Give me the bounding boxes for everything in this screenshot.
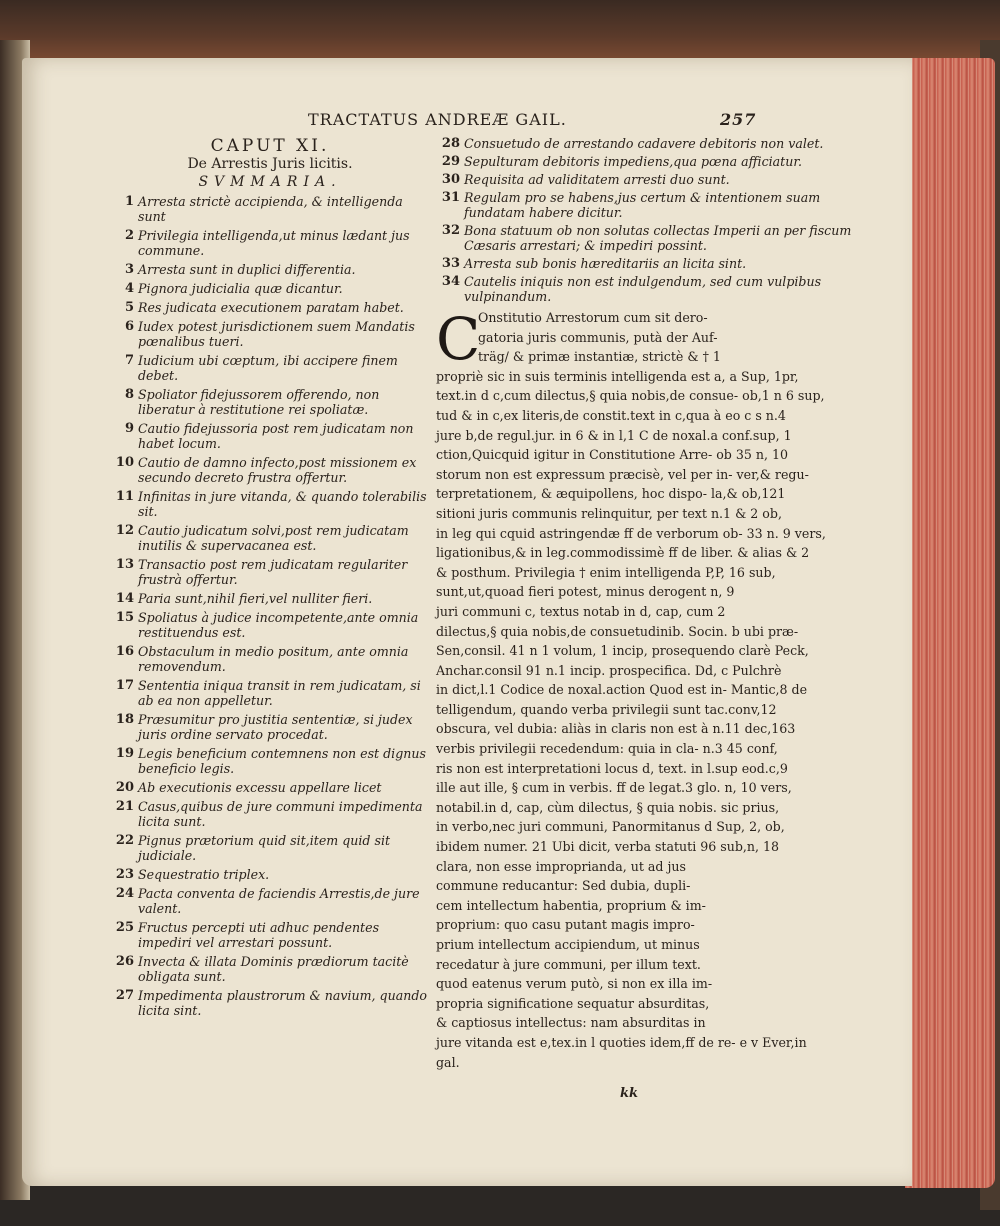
summaria-item-number: 16 — [115, 644, 134, 659]
body-line: text.in d c,cum dilectus,§ quia nobis,de consue- ob,1 n 6 sup, — [436, 388, 825, 404]
summaria-item-number: 11 — [115, 489, 134, 504]
summaria-item-number: 25 — [115, 920, 134, 935]
summaria-item-number: 32 — [441, 223, 460, 238]
summaria-item-text: Cautelis iniquis non est indulgendum, sed cum vulpibus vulpinandum. — [464, 274, 822, 304]
body-line: prium intellectum accipiendum, ut minus — [436, 937, 700, 952]
summaria-item — [110, 228, 430, 258]
summaria-item — [110, 610, 430, 640]
summaria-item-number: 31 — [441, 190, 460, 205]
body-line: & captiosus intellectus: nam absurditas in — [436, 1015, 706, 1031]
summaria-item-number: 2 — [124, 228, 134, 243]
body-line: gatoria juris communis, putà der Auf- — [478, 329, 718, 345]
summaria-item — [110, 421, 430, 451]
summaria-item-number: 33 — [441, 256, 460, 271]
body-line: cem intellectum habentia, proprium & im- — [436, 897, 706, 913]
summaria-item — [110, 867, 430, 882]
summaria-item — [110, 353, 430, 383]
summaria-item-number: 5 — [124, 300, 134, 315]
body-line: in dict,l.1 Codice de noxal.action Quod est in- Mantic,8 de — [436, 682, 808, 698]
summaria-item — [436, 136, 856, 151]
summaria-item-text: Sepulturam debitoris impediens,qua pœna afficiatur. — [464, 154, 802, 169]
summaria-item-number: 17 — [115, 678, 134, 693]
summaria-item-text: Præsumitur pro justitia sententiæ, si judex juris ordine servato procedat. — [138, 712, 413, 742]
summaria-item-number: 13 — [115, 557, 134, 572]
body-line: notabil.in d, cap, cùm dilectus, § quia nobis. sic prius, — [436, 799, 780, 815]
summaria-item-text: Paria sunt,nihil fieri,vel nulliter fieri. — [138, 591, 373, 606]
summaria-left-column — [110, 136, 430, 1022]
summaria-item-number: 28 — [441, 136, 460, 151]
summaria-item-number: 34 — [441, 274, 460, 289]
summaria-item-text: Cautio de damno infecto,post missionem ex secundo decreto frustra offertur. — [138, 455, 417, 485]
signature-mark: kk — [620, 1086, 639, 1101]
summaria-item-text: Spoliatus à judice incompetente,ante omnia restituendus est. — [138, 610, 419, 640]
summaria-item-text: Spoliator fidejussorem offerendo, non liberatur à restitutione rei spoliatæ. — [138, 387, 380, 417]
body-line: gal. — [436, 1054, 460, 1070]
body-line: propria significatione sequatur absurditas, — [436, 995, 710, 1011]
summaria-item — [110, 886, 430, 916]
body-line: quod eatenus verum putò, si non ex illa im- — [436, 976, 713, 992]
body-line: terpretationem, & æquipollens, hoc dispo- la,& ob,121 — [436, 486, 786, 502]
summaria-item-number: 22 — [115, 833, 134, 848]
summaria-item — [436, 223, 856, 253]
body-line: Anchar.consil 91 n.1 incip. prospecifica. Dd, c Pulchrè — [436, 662, 782, 678]
summaria-item-text: Pignora judicialia quæ dicantur. — [138, 281, 343, 296]
body-line: in leg qui cquid astringendæ ff de verborum ob- 33 n. 9 vers, — [436, 525, 826, 541]
summaria-item-number: 9 — [124, 421, 134, 436]
summaria-item-text: Invecta & illata Dominis prædiorum tacitè obligata sunt. — [138, 954, 409, 984]
summaria-item-number: 14 — [115, 591, 134, 606]
summaria-item — [110, 194, 430, 224]
summaria-item-number: 15 — [115, 610, 134, 625]
body-line: storum non est expressum præcisè, vel per in- ver,& regu- — [436, 466, 809, 482]
body-line: Sen,consil. 41 n 1 volum, 1 incip, prosequendo clarè Peck, — [436, 643, 809, 659]
summaria-item — [436, 256, 856, 271]
body-line: obscura, vel dubia: aliàs in claris non est à n.11 dec,163 — [436, 721, 796, 737]
summaria-item-number: 27 — [115, 988, 134, 1003]
summaria-item — [110, 387, 430, 417]
summaria-item-text: Ab executionis excessu appellare licet — [138, 780, 382, 795]
running-title: TRACTATUS ANDREÆ GAIL. — [308, 110, 567, 129]
drop-capital: C — [436, 305, 481, 373]
summaria-item-text: Iudicium ubi cœptum, ibi accipere finem debet. — [138, 353, 398, 383]
summaria-item-number: 12 — [115, 523, 134, 538]
summaria-list-left — [110, 194, 430, 1018]
summaria-item-text: Arresta sunt in duplici differentia. — [138, 262, 356, 277]
summaria-item-number: 4 — [124, 281, 134, 296]
summaria-item-text: Bona statuum ob non solutas collectas Imperii an per fiscum Cæsaris arrestari; & impediri possint. — [464, 223, 852, 253]
summaria-item — [110, 591, 430, 606]
body-line: clara, non esse improprianda, ut ad jus — [436, 858, 686, 874]
body-line: commune reducantur: Sed dubia, dupli- — [436, 878, 691, 894]
body-text — [436, 305, 856, 1072]
summaria-item-number: 10 — [115, 455, 134, 470]
body-line: jure b,de regul.jur. in 6 & in l,1 C de noxal.a conf.sup, 1 — [436, 427, 792, 443]
body-line: verbis privilegii recedendum: quia in cla- n.3 45 conf, — [436, 741, 778, 757]
summaria-item-text: Regulam pro se habens,jus certum & intentionem suam fundatam habere dicitur. — [464, 190, 821, 220]
right-column — [436, 136, 856, 1072]
body-line: & posthum. Privilegia † enim intelligenda P,P, 16 sub, — [436, 564, 776, 580]
summaria-item — [110, 489, 430, 519]
summaria-item-text: Transactio post rem judicatam regulariter frustrà offertur. — [138, 557, 408, 587]
body-line: propriè sic in suis terminis intelligenda est a, a Sup, 1pr, — [436, 368, 799, 384]
summaria-item — [110, 954, 430, 984]
summaria-item-number: 23 — [115, 867, 134, 882]
page-edge — [905, 58, 995, 1188]
summaria-item-text: Requisita ad validitatem arresti duo sunt. — [464, 172, 730, 187]
summaria-item — [110, 799, 430, 829]
summaria-item-text: Sequestratio triplex. — [138, 867, 270, 882]
summaria-item — [110, 644, 430, 674]
summaria-item-text: Casus,quibus de jure communi impedimenta licita sunt. — [138, 799, 423, 829]
summaria-item-number: 3 — [124, 262, 134, 277]
summaria-item-number: 24 — [115, 886, 134, 901]
summaria-item — [436, 154, 856, 169]
summaria-item — [436, 190, 856, 220]
summaria-label: SVMMARIA. — [198, 174, 342, 190]
summaria-item-text: Fructus percepti uti adhuc pendentes impediri vel arrestari possunt. — [138, 920, 380, 950]
summaria-item-number: 6 — [124, 319, 134, 334]
summaria-item — [110, 920, 430, 950]
body-line: ction,Quicquid igitur in Constitutione Arre- ob 35 n, 10 — [436, 447, 789, 463]
summaria-item — [110, 780, 430, 795]
summaria-item — [436, 274, 856, 304]
summaria-item — [110, 523, 430, 553]
body-line: träg/ & primæ instantiæ, strictè & † 1 — [478, 349, 721, 365]
summaria-list-right — [436, 136, 856, 304]
summaria-item-text: Sententia iniqua transit in rem judicatam, si ab ea non appelletur. — [138, 678, 421, 708]
body-line: ille aut ille, § cum in verbis. ff de legat.3 glo. n, 10 vers, — [436, 780, 792, 796]
summaria-item-text: Impedimenta plaustrorum & navium, quando licita sint. — [138, 988, 427, 1018]
summaria-item-text: Arresta strictè accipienda, & intelligenda sunt — [138, 194, 403, 224]
body-line: ligationibus,& in leg.commodissimè ff de liber. & alias & 2 — [436, 545, 810, 561]
body-line: Onstitutio Arrestorum cum sit dero- — [478, 310, 708, 325]
summaria-item-text: Pacta conventa de faciendis Arrestis,de jure valent. — [138, 886, 420, 916]
summaria-item — [110, 557, 430, 587]
chapter-title: CAPUT XI. — [210, 136, 330, 156]
body-line: tud & in c,ex literis,de constit.text in c,qua à eo c s n.4 — [436, 407, 786, 423]
summaria-item-number: 8 — [124, 387, 134, 402]
body-line: juri communi c, textus notab in d, cap, cum 2 — [436, 603, 726, 619]
summaria-item — [436, 172, 856, 187]
summaria-item-text: Res judicata executionem paratam habet. — [138, 300, 404, 315]
book-cover-top — [0, 0, 1000, 60]
body-line: in verbo,nec juri communi, Panormitanus d Sup, 2, ob, — [436, 819, 785, 835]
summaria-item — [110, 319, 430, 349]
body-line: jure vitanda est e,tex.in l quoties idem,ff de re- e v Ever,in — [436, 1034, 807, 1050]
summaria-item-text: Infinitas in jure vitanda, & quando tolerabilis sit. — [138, 489, 427, 519]
body-line: sunt,ut,quoad fieri potest, minus derogent n, 9 — [436, 584, 735, 600]
page-number: 257 — [720, 110, 757, 129]
summaria-item-number: 19 — [115, 746, 134, 761]
summaria-item — [110, 300, 430, 315]
summaria-item — [110, 281, 430, 296]
summaria-item-text: Consuetudo de arrestando cadavere debitoris non valet. — [464, 136, 824, 151]
summaria-item-number: 30 — [441, 172, 460, 187]
summaria-item — [110, 833, 430, 863]
body-line: ris non est interpretationi locus d, text. in l.sup eod.c,9 — [436, 760, 788, 776]
summaria-item-number: 18 — [115, 712, 134, 727]
summaria-item — [110, 455, 430, 485]
summaria-item-number: 29 — [441, 154, 460, 169]
body-line: telligendum, quando verba privilegii sunt tac.conv,12 — [436, 701, 777, 717]
summaria-item-number: 1 — [124, 194, 134, 209]
body-line: dilectus,§ quia nobis,de consuetudinib. Socin. b ubi præ- — [436, 623, 799, 639]
summaria-item — [110, 746, 430, 776]
summaria-item — [110, 678, 430, 708]
summaria-item-number: 21 — [115, 799, 134, 814]
summaria-item-text: Obstaculum in medio positum, ante omnia removendum. — [138, 644, 409, 674]
body-lines — [436, 305, 856, 1072]
body-line: sitioni juris communis relinquitur, per text n.1 & 2 ob, — [436, 505, 782, 521]
running-header — [300, 110, 780, 132]
summaria-item — [110, 262, 430, 277]
summaria-item-text: Cautio judicatum solvi,post rem judicatam inutilis & supervacanea est. — [138, 523, 409, 553]
summaria-item-text: Iudex potest jurisdictionem suem Mandatis pœnalibus tueri. — [138, 319, 415, 349]
summaria-item-number: 20 — [115, 780, 134, 795]
chapter-subtitle: De Arrestis Juris licitis. — [187, 156, 353, 172]
summaria-item-text: Cautio fidejussoria post rem judicatam non habet locum. — [138, 421, 414, 451]
body-line: proprium: quo casu putant magis impro- — [436, 917, 695, 933]
summaria-item-text: Legis beneficium contemnens non est dignus beneficio legis. — [138, 746, 426, 776]
summaria-item-number: 7 — [124, 353, 134, 368]
summaria-item-text: Pignus prætorium quid sit,item quid sit judiciale. — [138, 833, 391, 863]
body-line: ibidem numer. 21 Ubi dicit, verba statuti 96 sub,n, 18 — [436, 839, 780, 855]
summaria-item-text: Privilegia intelligenda,ut minus lædant jus commune. — [138, 228, 410, 258]
summaria-item — [110, 712, 430, 742]
body-line: recedatur à jure communi, per illum text. — [436, 956, 701, 972]
summaria-item-text: Arresta sub bonis hæreditariis an licita sint. — [464, 256, 747, 271]
summaria-item — [110, 988, 430, 1018]
summaria-item-number: 26 — [115, 954, 134, 969]
